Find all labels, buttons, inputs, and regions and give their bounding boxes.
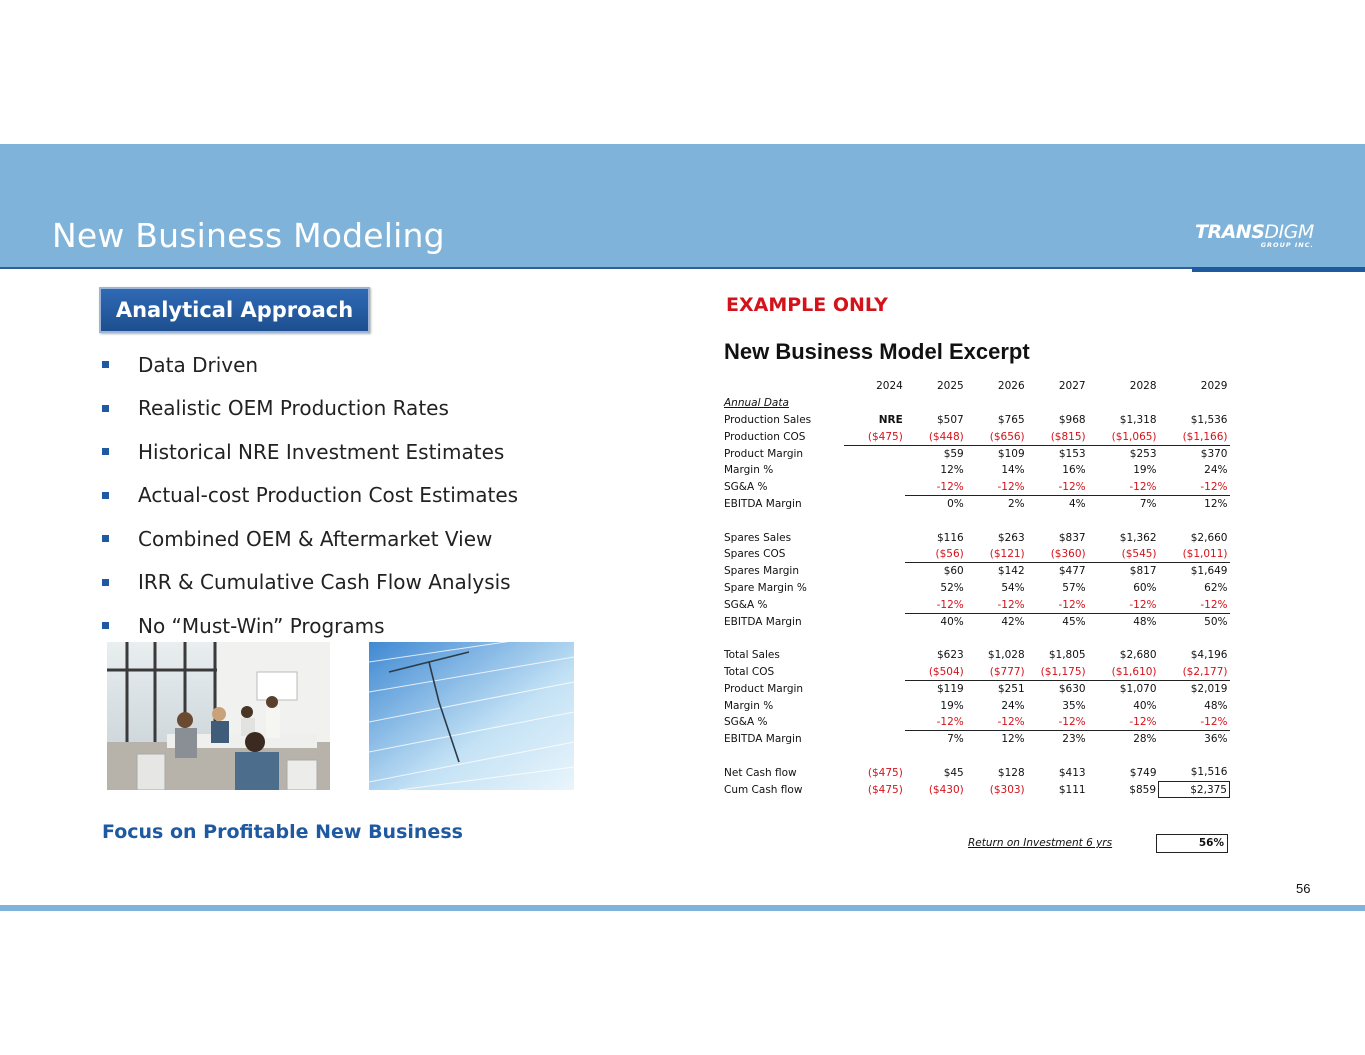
cell: $2,660: [1190, 531, 1228, 544]
approach-bullet-list: [102, 343, 518, 648]
cell: -12%: [905, 596, 966, 613]
bullet-text: Actual-cost Production Cost Estimates: [138, 483, 519, 508]
bullet-text: Realistic OEM Production Rates: [138, 396, 449, 421]
year-header: 2027: [1058, 380, 1086, 393]
cell: 45%: [1062, 615, 1086, 628]
bullet-square-icon: [102, 579, 109, 586]
cell: [844, 714, 905, 731]
cell: 19%: [1133, 464, 1157, 477]
cell: 42%: [1001, 615, 1025, 628]
cell: ($475): [867, 766, 903, 779]
cell: ($1,065): [1088, 428, 1159, 445]
row-label: Spares COS: [724, 548, 786, 561]
cell: $142: [997, 565, 1025, 578]
table-row: [722, 664, 1230, 681]
cell: $1,362: [1119, 531, 1157, 544]
row-label: EBITDA Margin: [724, 615, 802, 628]
cell: $630: [1058, 682, 1086, 695]
cell: [844, 664, 905, 681]
cell: ($303): [989, 783, 1025, 796]
cell: [844, 613, 905, 630]
bullet-text: Historical NRE Investment Estimates: [138, 439, 505, 464]
cell: [844, 596, 905, 613]
cell: ($1,610): [1088, 664, 1159, 681]
bullet-item: [102, 430, 518, 474]
bullet-text: IRR & Cumulative Cash Flow Analysis: [138, 570, 511, 595]
cell: 54%: [1001, 581, 1025, 594]
slide-title: New Business Modeling: [52, 216, 445, 255]
cell: $116: [937, 531, 964, 544]
cell: [844, 647, 905, 664]
cell: 23%: [1062, 733, 1086, 746]
cell: 2%: [1007, 498, 1025, 511]
cell: NRE: [878, 413, 903, 426]
cell: ($121): [966, 546, 1027, 563]
row-label: Margin %: [724, 699, 774, 712]
cell: -12%: [966, 596, 1027, 613]
table-row: [722, 697, 1230, 714]
cell: ($656): [966, 428, 1027, 445]
table-row: [722, 412, 1230, 429]
cell: $1,070: [1119, 682, 1157, 695]
cell: 12%: [1001, 733, 1025, 746]
cell: ($56): [905, 546, 966, 563]
roi-value: 56%: [1156, 834, 1228, 853]
spreadsheet-photo: [369, 642, 574, 790]
excerpt-title: New Business Model Excerpt: [724, 339, 1030, 364]
cell: ($1,175): [1027, 664, 1088, 681]
cell: $837: [1058, 531, 1086, 544]
cell: $253: [1129, 447, 1157, 460]
cell: ($475): [867, 783, 903, 796]
table-row: [722, 731, 1230, 748]
cell: ($1,166): [1159, 428, 1230, 445]
cell: 60%: [1133, 581, 1157, 594]
cell: [844, 731, 905, 748]
cell: $109: [997, 447, 1025, 460]
cell: -12%: [905, 714, 966, 731]
cell: $59: [943, 447, 964, 460]
bullet-square-icon: [102, 405, 109, 412]
page-number: 56: [1296, 881, 1311, 896]
cell: $370: [1200, 447, 1228, 460]
row-label: Net Cash flow: [724, 766, 797, 779]
annual-data-label: Annual Data: [724, 397, 789, 410]
bullet-item: [102, 387, 518, 431]
cell: $765: [997, 413, 1025, 426]
row-label: SG&A %: [724, 598, 768, 611]
cell: $1,318: [1119, 413, 1157, 426]
cell: 28%: [1133, 733, 1157, 746]
cell: $251: [997, 682, 1025, 695]
bullet-square-icon: [102, 361, 109, 368]
table-row: [722, 714, 1230, 731]
cell: [844, 563, 905, 580]
cell: ($360): [1027, 546, 1088, 563]
cell: ($430): [928, 783, 964, 796]
year-header: 2024: [876, 380, 903, 393]
table-row: [722, 613, 1230, 630]
cell: 4%: [1068, 498, 1086, 511]
cell: [844, 580, 905, 597]
cell: $477: [1058, 565, 1086, 578]
row-label: SG&A %: [724, 716, 768, 729]
row-label: Production Sales: [724, 413, 812, 426]
header-accent-bar: [1192, 267, 1365, 272]
bullet-item: [102, 604, 518, 648]
cell: -12%: [1088, 479, 1159, 496]
cell: 40%: [1133, 699, 1157, 712]
cell: $1,805: [1048, 649, 1086, 662]
cell: $859: [1129, 783, 1157, 796]
cell: $817: [1129, 565, 1157, 578]
table-row: [722, 529, 1230, 546]
cell: $749: [1129, 766, 1157, 779]
bullet-item: [102, 561, 518, 605]
transdigm-logo: [1195, 222, 1320, 252]
row-label: EBITDA Margin: [724, 733, 802, 746]
cell: 7%: [947, 733, 964, 746]
cell: 19%: [940, 699, 964, 712]
roi-label: Return on Investment 6 yrs: [968, 837, 1113, 849]
row-label: Total COS: [724, 665, 775, 678]
cell: ($545): [1088, 546, 1159, 563]
cell: $1,649: [1190, 565, 1228, 578]
cell: -12%: [1088, 714, 1159, 731]
cell: $128: [997, 766, 1025, 779]
table-row: [722, 546, 1230, 563]
cell: -12%: [1027, 479, 1088, 496]
cell: 48%: [1133, 615, 1157, 628]
focus-statement: Focus on Profitable New Business: [102, 821, 463, 843]
cell: 16%: [1062, 464, 1086, 477]
cell: -12%: [1027, 714, 1088, 731]
table-row: [722, 462, 1230, 479]
meeting-photo: [107, 642, 330, 790]
row-label: Product Margin: [724, 682, 804, 695]
cell: 52%: [940, 581, 964, 594]
table-row: [722, 479, 1230, 496]
row-label: Spares Margin: [724, 565, 799, 578]
year-header: 2025: [937, 380, 964, 393]
cell: 24%: [1204, 464, 1228, 477]
bullet-square-icon: [102, 622, 109, 629]
cell: -12%: [905, 479, 966, 496]
bullet-text: No “Must-Win” Programs: [138, 613, 385, 638]
business-model-table: [722, 378, 1230, 798]
cell: ($815): [1027, 428, 1088, 445]
row-label: EBITDA Margin: [724, 497, 802, 510]
cell: $153: [1058, 447, 1086, 460]
cell: $968: [1058, 413, 1086, 426]
cell: 40%: [940, 615, 964, 628]
cell: 14%: [1001, 464, 1025, 477]
cell: $119: [937, 682, 964, 695]
cell: $1,536: [1190, 413, 1228, 426]
logo-subtext: GROUP INC.: [1260, 241, 1314, 249]
table-row: [722, 563, 1230, 580]
bullet-square-icon: [102, 535, 109, 542]
cell: 7%: [1139, 498, 1157, 511]
cell: [844, 479, 905, 496]
year-header: 2028: [1129, 380, 1157, 393]
table-row: [722, 580, 1230, 597]
row-label: SG&A %: [724, 481, 768, 494]
cell: 12%: [1204, 498, 1228, 511]
cell: $507: [937, 413, 964, 426]
row-label: Spares Sales: [724, 531, 792, 544]
cell: 48%: [1204, 699, 1228, 712]
cell: $2,019: [1190, 682, 1228, 695]
cell: ($475): [844, 428, 905, 445]
row-label: Spare Margin %: [724, 581, 807, 594]
cell: -12%: [1159, 479, 1230, 496]
header-rule: [0, 267, 1365, 269]
table-row: [722, 445, 1230, 462]
row-label: Total Sales: [724, 649, 780, 662]
year-header-row: [722, 378, 1230, 395]
row-label: Production COS: [724, 430, 806, 443]
cell: [844, 697, 905, 714]
table-row: [722, 764, 1230, 781]
cell: ($1,011): [1159, 546, 1230, 563]
cell: ($504): [905, 664, 966, 681]
cell: 12%: [940, 464, 964, 477]
row-label: Product Margin: [724, 447, 804, 460]
cell: $413: [1058, 766, 1086, 779]
year-header: 2026: [997, 380, 1025, 393]
cell: -12%: [966, 714, 1027, 731]
cell: -12%: [1159, 596, 1230, 613]
cell: ($2,177): [1159, 664, 1230, 681]
cell: ($448): [905, 428, 966, 445]
cell: -12%: [1027, 596, 1088, 613]
bullet-square-icon: [102, 448, 109, 455]
cell: 36%: [1204, 733, 1228, 746]
bullet-item: [102, 517, 518, 561]
cell: $111: [1058, 783, 1086, 796]
cell: [844, 496, 905, 513]
table-row: [722, 781, 1230, 798]
table-row: [722, 680, 1230, 697]
cell: [844, 445, 905, 462]
cell: $263: [997, 531, 1025, 544]
cell: $4,196: [1190, 649, 1228, 662]
cell: $1,516: [1190, 766, 1228, 779]
footer-rule: [0, 905, 1365, 911]
row-label: Margin %: [724, 464, 774, 477]
bullet-text: Combined OEM & Aftermarket View: [138, 526, 493, 551]
cell: 50%: [1204, 615, 1228, 628]
year-header: 2029: [1200, 380, 1228, 393]
analytical-approach-button: Analytical Approach: [99, 287, 370, 333]
cell: $1,028: [987, 649, 1025, 662]
cell: -12%: [1088, 596, 1159, 613]
cell: 62%: [1204, 581, 1228, 594]
bullet-text: Data Driven: [138, 352, 259, 377]
bullet-square-icon: [102, 492, 109, 499]
cell: $2,680: [1119, 649, 1157, 662]
cell: 24%: [1001, 699, 1025, 712]
cell: [844, 546, 905, 563]
example-only-label: EXAMPLE ONLY: [726, 294, 888, 316]
cell: -12%: [966, 479, 1027, 496]
table-row: [722, 428, 1230, 445]
cell: $60: [943, 565, 964, 578]
bullet-item: [102, 343, 518, 387]
row-label: Cum Cash flow: [724, 783, 803, 796]
cell: [844, 680, 905, 697]
cell: $45: [943, 766, 964, 779]
logo-text-thin: DIGM: [1264, 221, 1314, 243]
logo-text-bold: TRANS: [1195, 221, 1265, 243]
cell: $2,375: [1159, 781, 1230, 798]
cell: ($777): [966, 664, 1027, 681]
cell: -12%: [1159, 714, 1230, 731]
cell: 35%: [1062, 699, 1086, 712]
table-row: [722, 596, 1230, 613]
cell: 0%: [947, 498, 964, 511]
table-row: [722, 647, 1230, 664]
cell: [844, 462, 905, 479]
cell: 57%: [1062, 581, 1086, 594]
table-row: [722, 496, 1230, 513]
cell: [844, 529, 905, 546]
cell: $623: [937, 649, 964, 662]
bullet-item: [102, 474, 518, 518]
